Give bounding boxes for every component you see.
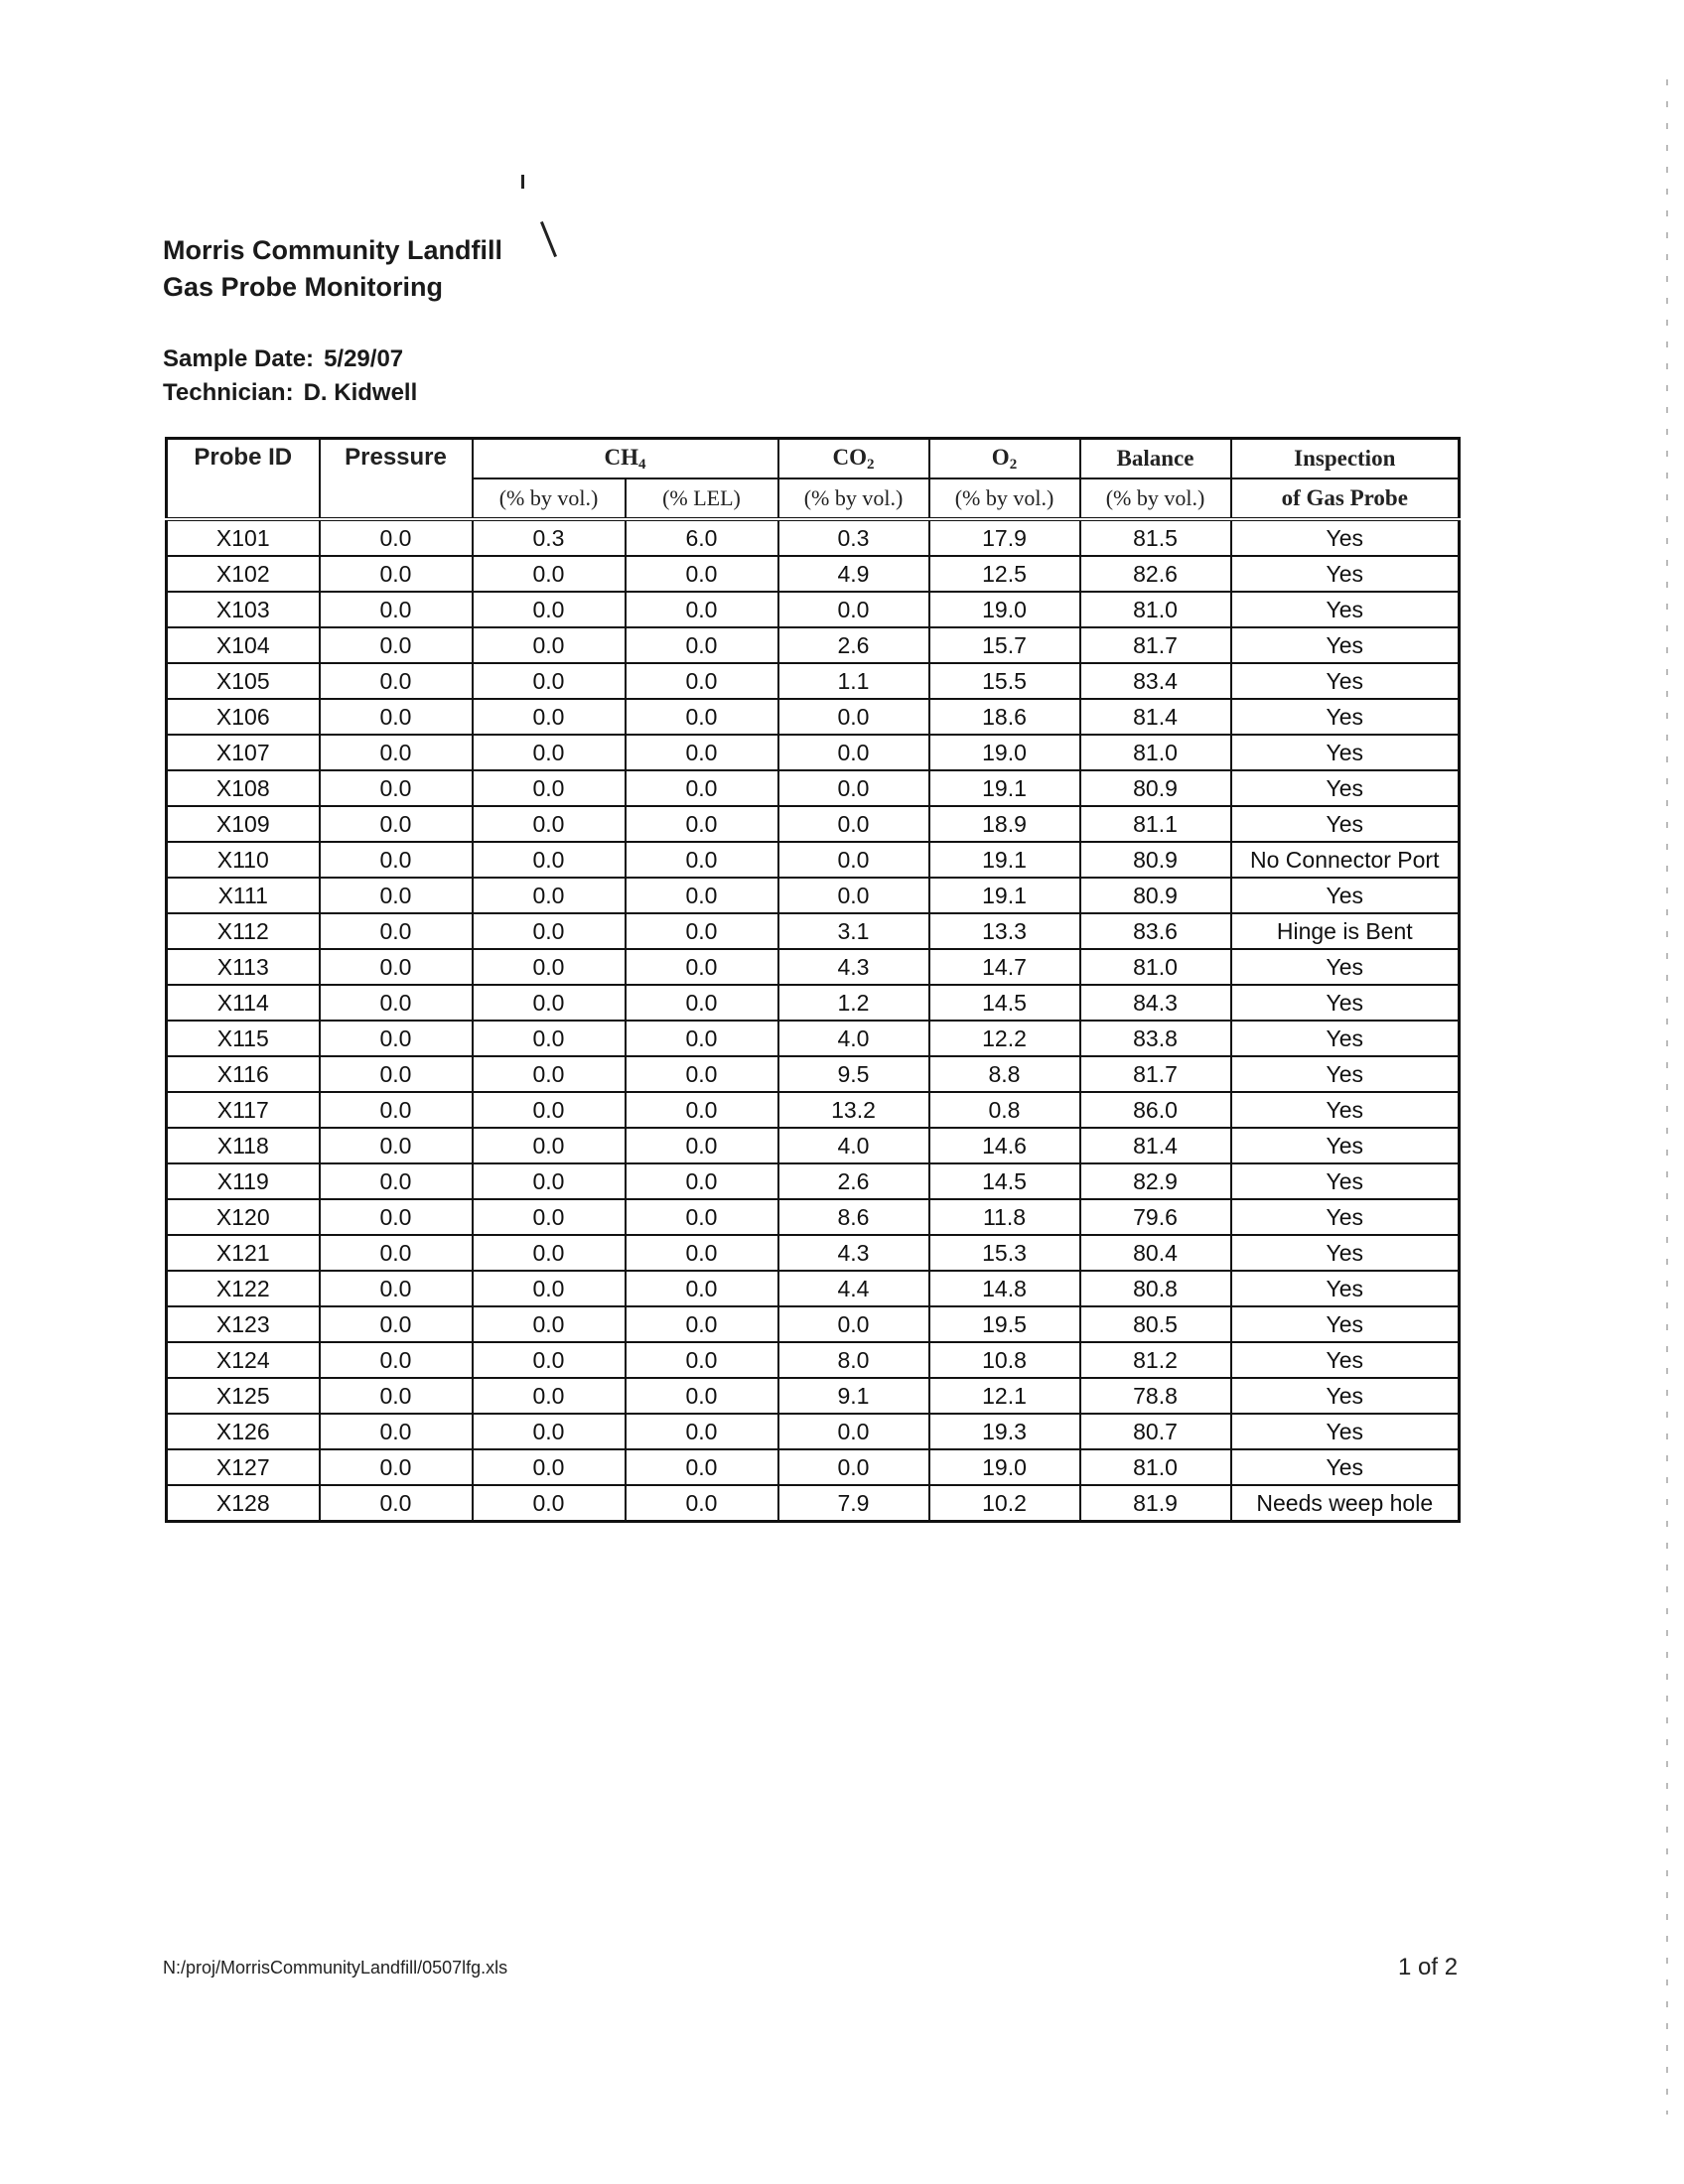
table-row bbox=[167, 1449, 1460, 1485]
cell-inspection: Yes bbox=[1231, 699, 1460, 735]
cell-pressure: 0.0 bbox=[320, 949, 473, 985]
sample-date-label: Sample Date: bbox=[163, 345, 315, 372]
cell-probe-id: X111 bbox=[167, 878, 320, 913]
cell-pressure: 0.0 bbox=[320, 1128, 473, 1163]
cell-balance: 81.7 bbox=[1080, 1056, 1231, 1092]
cell-probe-id: X106 bbox=[167, 699, 320, 735]
cell-probe-id: X121 bbox=[167, 1235, 320, 1271]
cell-probe-id: X122 bbox=[167, 1271, 320, 1306]
cell-balance: 81.0 bbox=[1080, 592, 1231, 627]
cell-inspection: Yes bbox=[1231, 1414, 1460, 1449]
cell-balance: 81.4 bbox=[1080, 1128, 1231, 1163]
cell-ch4-vol: 0.0 bbox=[473, 592, 626, 627]
cell-pressure: 0.0 bbox=[320, 985, 473, 1021]
cell-co2: 2.6 bbox=[778, 1163, 929, 1199]
cell-o2: 11.8 bbox=[929, 1199, 1080, 1235]
cell-probe-id: X127 bbox=[167, 1449, 320, 1485]
document-title bbox=[163, 232, 502, 306]
cell-balance: 83.6 bbox=[1080, 913, 1231, 949]
cell-ch4-lel: 0.0 bbox=[626, 1199, 778, 1235]
cell-probe-id: X126 bbox=[167, 1414, 320, 1449]
cell-probe-id: X117 bbox=[167, 1092, 320, 1128]
cell-inspection: Yes bbox=[1231, 1092, 1460, 1128]
cell-ch4-lel: 0.0 bbox=[626, 1021, 778, 1056]
cell-probe-id: X109 bbox=[167, 806, 320, 842]
footer-file-path: N:/proj/MorrisCommunityLandfill/0507lfg.xls bbox=[163, 1958, 508, 1978]
cell-ch4-vol: 0.0 bbox=[473, 806, 626, 842]
cell-ch4-vol: 0.0 bbox=[473, 913, 626, 949]
cell-inspection: Yes bbox=[1231, 556, 1460, 592]
cell-probe-id: X128 bbox=[167, 1485, 320, 1522]
cell-ch4-lel: 0.0 bbox=[626, 1163, 778, 1199]
cell-inspection: Yes bbox=[1231, 663, 1460, 699]
cell-balance: 81.1 bbox=[1080, 806, 1231, 842]
cell-ch4-vol: 0.0 bbox=[473, 1021, 626, 1056]
cell-probe-id: X108 bbox=[167, 770, 320, 806]
cell-o2: 8.8 bbox=[929, 1056, 1080, 1092]
cell-ch4-lel: 0.0 bbox=[626, 699, 778, 735]
cell-balance: 81.2 bbox=[1080, 1342, 1231, 1378]
cell-ch4-vol: 0.0 bbox=[473, 627, 626, 663]
sample-date-row bbox=[163, 342, 417, 376]
cell-balance: 81.7 bbox=[1080, 627, 1231, 663]
cell-pressure: 0.0 bbox=[320, 878, 473, 913]
cell-co2: 8.6 bbox=[778, 1199, 929, 1235]
cell-ch4-vol: 0.0 bbox=[473, 842, 626, 878]
table-row bbox=[167, 1378, 1460, 1414]
table-row bbox=[167, 1235, 1460, 1271]
cell-pressure: 0.0 bbox=[320, 556, 473, 592]
cell-co2: 9.5 bbox=[778, 1056, 929, 1092]
cell-ch4-vol: 0.0 bbox=[473, 949, 626, 985]
table-row bbox=[167, 1128, 1460, 1163]
cell-balance: 80.9 bbox=[1080, 842, 1231, 878]
cell-co2: 4.9 bbox=[778, 556, 929, 592]
cell-co2: 0.0 bbox=[778, 770, 929, 806]
table-row bbox=[167, 1163, 1460, 1199]
table-row bbox=[167, 1271, 1460, 1306]
header-o2 bbox=[929, 439, 1080, 479]
cell-o2: 19.0 bbox=[929, 592, 1080, 627]
cell-balance: 81.5 bbox=[1080, 519, 1231, 556]
cell-pressure: 0.0 bbox=[320, 1378, 473, 1414]
table-row bbox=[167, 985, 1460, 1021]
table-row bbox=[167, 1342, 1460, 1378]
cell-pressure: 0.0 bbox=[320, 1414, 473, 1449]
cell-pressure: 0.0 bbox=[320, 627, 473, 663]
table-row bbox=[167, 1092, 1460, 1128]
cell-inspection: Needs weep hole bbox=[1231, 1485, 1460, 1522]
cell-inspection: Yes bbox=[1231, 949, 1460, 985]
scan-mark-tick bbox=[521, 175, 524, 189]
cell-balance: 81.9 bbox=[1080, 1485, 1231, 1522]
table-row bbox=[167, 949, 1460, 985]
technician-row bbox=[163, 376, 417, 410]
cell-o2: 15.7 bbox=[929, 627, 1080, 663]
cell-ch4-lel: 0.0 bbox=[626, 735, 778, 770]
cell-probe-id: X101 bbox=[167, 519, 320, 556]
cell-o2: 15.5 bbox=[929, 663, 1080, 699]
cell-ch4-vol: 0.0 bbox=[473, 699, 626, 735]
header-balance-unit: (% by vol.) bbox=[1080, 478, 1231, 519]
cell-ch4-lel: 0.0 bbox=[626, 985, 778, 1021]
cell-pressure: 0.0 bbox=[320, 592, 473, 627]
table-row bbox=[167, 1485, 1460, 1522]
header-ch4-vol: (% by vol.) bbox=[473, 478, 626, 519]
header-co2 bbox=[778, 439, 929, 479]
cell-o2: 17.9 bbox=[929, 519, 1080, 556]
cell-co2: 9.1 bbox=[778, 1378, 929, 1414]
cell-ch4-lel: 0.0 bbox=[626, 770, 778, 806]
gas-probe-table bbox=[165, 437, 1461, 1523]
cell-pressure: 0.0 bbox=[320, 699, 473, 735]
cell-ch4-lel: 0.0 bbox=[626, 592, 778, 627]
header-o2-sub: 2 bbox=[1009, 456, 1018, 473]
cell-pressure: 0.0 bbox=[320, 770, 473, 806]
table-row bbox=[167, 806, 1460, 842]
cell-balance: 80.5 bbox=[1080, 1306, 1231, 1342]
cell-co2: 7.9 bbox=[778, 1485, 929, 1522]
cell-pressure: 0.0 bbox=[320, 806, 473, 842]
cell-inspection: Yes bbox=[1231, 627, 1460, 663]
header-probe-id: Probe ID bbox=[167, 439, 320, 520]
cell-co2: 4.4 bbox=[778, 1271, 929, 1306]
cell-inspection: Yes bbox=[1231, 1378, 1460, 1414]
cell-pressure: 0.0 bbox=[320, 1342, 473, 1378]
cell-co2: 0.0 bbox=[778, 842, 929, 878]
header-ch4-lel: (% LEL) bbox=[626, 478, 778, 519]
cell-ch4-vol: 0.0 bbox=[473, 1306, 626, 1342]
table-row bbox=[167, 770, 1460, 806]
cell-ch4-lel: 0.0 bbox=[626, 1128, 778, 1163]
cell-co2: 4.3 bbox=[778, 949, 929, 985]
cell-balance: 80.4 bbox=[1080, 1235, 1231, 1271]
cell-probe-id: X119 bbox=[167, 1163, 320, 1199]
cell-o2: 14.5 bbox=[929, 985, 1080, 1021]
cell-ch4-vol: 0.0 bbox=[473, 1163, 626, 1199]
header-o2-label: O bbox=[991, 444, 1010, 470]
cell-ch4-lel: 0.0 bbox=[626, 913, 778, 949]
table-row bbox=[167, 1056, 1460, 1092]
table-row bbox=[167, 1414, 1460, 1449]
table-row bbox=[167, 592, 1460, 627]
cell-ch4-lel: 0.0 bbox=[626, 842, 778, 878]
cell-pressure: 0.0 bbox=[320, 1092, 473, 1128]
table-row bbox=[167, 1021, 1460, 1056]
cell-o2: 19.1 bbox=[929, 842, 1080, 878]
sample-date-value: 5/29/07 bbox=[324, 345, 404, 372]
cell-co2: 2.6 bbox=[778, 627, 929, 663]
cell-inspection: Yes bbox=[1231, 1342, 1460, 1378]
cell-inspection: Yes bbox=[1231, 806, 1460, 842]
cell-pressure: 0.0 bbox=[320, 1485, 473, 1522]
cell-pressure: 0.0 bbox=[320, 842, 473, 878]
cell-o2: 19.0 bbox=[929, 735, 1080, 770]
cell-probe-id: X107 bbox=[167, 735, 320, 770]
cell-balance: 83.4 bbox=[1080, 663, 1231, 699]
cell-inspection: Yes bbox=[1231, 735, 1460, 770]
cell-co2: 8.0 bbox=[778, 1342, 929, 1378]
table-row bbox=[167, 842, 1460, 878]
table-row bbox=[167, 1199, 1460, 1235]
cell-ch4-lel: 0.0 bbox=[626, 1378, 778, 1414]
cell-probe-id: X112 bbox=[167, 913, 320, 949]
table-row bbox=[167, 556, 1460, 592]
cell-ch4-vol: 0.0 bbox=[473, 770, 626, 806]
cell-ch4-vol: 0.0 bbox=[473, 1235, 626, 1271]
cell-balance: 81.0 bbox=[1080, 949, 1231, 985]
technician-value: D. Kidwell bbox=[303, 379, 418, 406]
cell-pressure: 0.0 bbox=[320, 1056, 473, 1092]
cell-ch4-lel: 0.0 bbox=[626, 1342, 778, 1378]
cell-co2: 0.0 bbox=[778, 699, 929, 735]
cell-balance: 78.8 bbox=[1080, 1378, 1231, 1414]
cell-co2: 1.1 bbox=[778, 663, 929, 699]
scan-mark-slash bbox=[540, 221, 557, 257]
cell-probe-id: X115 bbox=[167, 1021, 320, 1056]
cell-o2: 19.0 bbox=[929, 1449, 1080, 1485]
cell-o2: 10.2 bbox=[929, 1485, 1080, 1522]
cell-balance: 82.9 bbox=[1080, 1163, 1231, 1199]
scan-edge-artifact bbox=[1666, 79, 1668, 2115]
cell-ch4-lel: 0.0 bbox=[626, 1056, 778, 1092]
cell-ch4-vol: 0.0 bbox=[473, 1378, 626, 1414]
cell-ch4-lel: 6.0 bbox=[626, 519, 778, 556]
cell-co2: 4.3 bbox=[778, 1235, 929, 1271]
table-row bbox=[167, 1306, 1460, 1342]
cell-inspection: Yes bbox=[1231, 985, 1460, 1021]
cell-co2: 0.0 bbox=[778, 806, 929, 842]
table-row bbox=[167, 735, 1460, 770]
cell-co2: 0.0 bbox=[778, 1306, 929, 1342]
header-ch4 bbox=[473, 439, 778, 479]
cell-probe-id: X120 bbox=[167, 1199, 320, 1235]
title-line-2: Gas Probe Monitoring bbox=[163, 272, 444, 302]
cell-ch4-vol: 0.0 bbox=[473, 1485, 626, 1522]
cell-balance: 82.6 bbox=[1080, 556, 1231, 592]
cell-balance: 79.6 bbox=[1080, 1199, 1231, 1235]
cell-co2: 13.2 bbox=[778, 1092, 929, 1128]
cell-o2: 0.8 bbox=[929, 1092, 1080, 1128]
cell-ch4-lel: 0.0 bbox=[626, 1306, 778, 1342]
cell-ch4-vol: 0.0 bbox=[473, 985, 626, 1021]
cell-co2: 0.0 bbox=[778, 1414, 929, 1449]
cell-ch4-vol: 0.0 bbox=[473, 1271, 626, 1306]
cell-probe-id: X113 bbox=[167, 949, 320, 985]
cell-ch4-lel: 0.0 bbox=[626, 556, 778, 592]
cell-inspection: Yes bbox=[1231, 519, 1460, 556]
cell-probe-id: X102 bbox=[167, 556, 320, 592]
cell-ch4-lel: 0.0 bbox=[626, 878, 778, 913]
header-ch4-sub: 4 bbox=[638, 456, 646, 473]
cell-ch4-lel: 0.0 bbox=[626, 1449, 778, 1485]
cell-inspection: Yes bbox=[1231, 1306, 1460, 1342]
cell-ch4-lel: 0.0 bbox=[626, 1271, 778, 1306]
cell-o2: 12.1 bbox=[929, 1378, 1080, 1414]
cell-balance: 80.9 bbox=[1080, 878, 1231, 913]
cell-inspection: Yes bbox=[1231, 1163, 1460, 1199]
cell-pressure: 0.0 bbox=[320, 663, 473, 699]
cell-balance: 81.0 bbox=[1080, 735, 1231, 770]
title-line-1: Morris Community Landfill bbox=[163, 235, 503, 265]
cell-ch4-vol: 0.0 bbox=[473, 1414, 626, 1449]
footer-page-number: 1 of 2 bbox=[1398, 1954, 1459, 1980]
cell-o2: 19.1 bbox=[929, 770, 1080, 806]
cell-pressure: 0.0 bbox=[320, 1021, 473, 1056]
cell-probe-id: X105 bbox=[167, 663, 320, 699]
cell-ch4-lel: 0.0 bbox=[626, 949, 778, 985]
header-ch4-label: CH bbox=[604, 444, 638, 470]
cell-o2: 18.9 bbox=[929, 806, 1080, 842]
technician-label: Technician: bbox=[163, 379, 294, 406]
cell-o2: 14.7 bbox=[929, 949, 1080, 985]
cell-o2: 15.3 bbox=[929, 1235, 1080, 1271]
cell-probe-id: X110 bbox=[167, 842, 320, 878]
cell-probe-id: X104 bbox=[167, 627, 320, 663]
cell-inspection: Yes bbox=[1231, 1449, 1460, 1485]
cell-balance: 84.3 bbox=[1080, 985, 1231, 1021]
cell-ch4-vol: 0.0 bbox=[473, 556, 626, 592]
cell-ch4-lel: 0.0 bbox=[626, 627, 778, 663]
cell-ch4-vol: 0.3 bbox=[473, 519, 626, 556]
cell-o2: 13.3 bbox=[929, 913, 1080, 949]
cell-co2: 0.3 bbox=[778, 519, 929, 556]
header-inspection: Inspection bbox=[1231, 439, 1460, 479]
table-row bbox=[167, 878, 1460, 913]
cell-pressure: 0.0 bbox=[320, 519, 473, 556]
cell-o2: 19.1 bbox=[929, 878, 1080, 913]
cell-o2: 14.6 bbox=[929, 1128, 1080, 1163]
cell-ch4-vol: 0.0 bbox=[473, 663, 626, 699]
cell-ch4-vol: 0.0 bbox=[473, 1128, 626, 1163]
cell-pressure: 0.0 bbox=[320, 1271, 473, 1306]
cell-pressure: 0.0 bbox=[320, 1449, 473, 1485]
cell-balance: 80.7 bbox=[1080, 1414, 1231, 1449]
header-co2-sub: 2 bbox=[867, 456, 875, 473]
cell-inspection: No Connector Port bbox=[1231, 842, 1460, 878]
cell-probe-id: X125 bbox=[167, 1378, 320, 1414]
cell-balance: 80.9 bbox=[1080, 770, 1231, 806]
probe-table-body bbox=[167, 519, 1460, 1522]
cell-pressure: 0.0 bbox=[320, 1235, 473, 1271]
cell-balance: 81.4 bbox=[1080, 699, 1231, 735]
cell-inspection: Hinge is Bent bbox=[1231, 913, 1460, 949]
table-row bbox=[167, 913, 1460, 949]
cell-ch4-vol: 0.0 bbox=[473, 1056, 626, 1092]
header-co2-label: CO bbox=[832, 444, 867, 470]
cell-inspection: Yes bbox=[1231, 592, 1460, 627]
cell-probe-id: X123 bbox=[167, 1306, 320, 1342]
cell-co2: 4.0 bbox=[778, 1128, 929, 1163]
cell-inspection: Yes bbox=[1231, 878, 1460, 913]
cell-co2: 0.0 bbox=[778, 592, 929, 627]
cell-ch4-vol: 0.0 bbox=[473, 735, 626, 770]
cell-o2: 12.2 bbox=[929, 1021, 1080, 1056]
table-row bbox=[167, 663, 1460, 699]
cell-probe-id: X114 bbox=[167, 985, 320, 1021]
header-co2-unit: (% by vol.) bbox=[778, 478, 929, 519]
cell-inspection: Yes bbox=[1231, 1021, 1460, 1056]
cell-balance: 86.0 bbox=[1080, 1092, 1231, 1128]
table-row bbox=[167, 519, 1460, 556]
cell-o2: 12.5 bbox=[929, 556, 1080, 592]
cell-pressure: 0.0 bbox=[320, 913, 473, 949]
cell-ch4-vol: 0.0 bbox=[473, 878, 626, 913]
cell-ch4-lel: 0.0 bbox=[626, 663, 778, 699]
header-pressure: Pressure bbox=[320, 439, 473, 520]
cell-probe-id: X124 bbox=[167, 1342, 320, 1378]
cell-o2: 19.3 bbox=[929, 1414, 1080, 1449]
cell-inspection: Yes bbox=[1231, 770, 1460, 806]
cell-ch4-vol: 0.0 bbox=[473, 1092, 626, 1128]
cell-probe-id: X116 bbox=[167, 1056, 320, 1092]
cell-balance: 83.8 bbox=[1080, 1021, 1231, 1056]
cell-ch4-vol: 0.0 bbox=[473, 1449, 626, 1485]
cell-co2: 0.0 bbox=[778, 735, 929, 770]
cell-ch4-vol: 0.0 bbox=[473, 1342, 626, 1378]
cell-co2: 4.0 bbox=[778, 1021, 929, 1056]
cell-inspection: Yes bbox=[1231, 1128, 1460, 1163]
cell-inspection: Yes bbox=[1231, 1235, 1460, 1271]
cell-pressure: 0.0 bbox=[320, 1199, 473, 1235]
cell-balance: 80.8 bbox=[1080, 1271, 1231, 1306]
header-inspection-line2: of Gas Probe bbox=[1231, 478, 1460, 519]
cell-o2: 18.6 bbox=[929, 699, 1080, 735]
cell-ch4-lel: 0.0 bbox=[626, 806, 778, 842]
table-row bbox=[167, 627, 1460, 663]
cell-probe-id: X103 bbox=[167, 592, 320, 627]
table-row bbox=[167, 699, 1460, 735]
header-balance: Balance bbox=[1080, 439, 1231, 479]
cell-balance: 81.0 bbox=[1080, 1449, 1231, 1485]
cell-inspection: Yes bbox=[1231, 1271, 1460, 1306]
cell-probe-id: X118 bbox=[167, 1128, 320, 1163]
cell-o2: 19.5 bbox=[929, 1306, 1080, 1342]
cell-co2: 3.1 bbox=[778, 913, 929, 949]
cell-o2: 14.8 bbox=[929, 1271, 1080, 1306]
cell-co2: 0.0 bbox=[778, 1449, 929, 1485]
cell-o2: 14.5 bbox=[929, 1163, 1080, 1199]
cell-inspection: Yes bbox=[1231, 1199, 1460, 1235]
header-o2-unit: (% by vol.) bbox=[929, 478, 1080, 519]
cell-co2: 0.0 bbox=[778, 878, 929, 913]
cell-ch4-vol: 0.0 bbox=[473, 1199, 626, 1235]
cell-pressure: 0.0 bbox=[320, 735, 473, 770]
cell-ch4-lel: 0.0 bbox=[626, 1414, 778, 1449]
cell-ch4-lel: 0.0 bbox=[626, 1235, 778, 1271]
cell-ch4-lel: 0.0 bbox=[626, 1485, 778, 1522]
cell-pressure: 0.0 bbox=[320, 1306, 473, 1342]
cell-pressure: 0.0 bbox=[320, 1163, 473, 1199]
cell-ch4-lel: 0.0 bbox=[626, 1092, 778, 1128]
cell-inspection: Yes bbox=[1231, 1056, 1460, 1092]
cell-o2: 10.8 bbox=[929, 1342, 1080, 1378]
cell-co2: 1.2 bbox=[778, 985, 929, 1021]
sample-meta bbox=[163, 342, 417, 410]
